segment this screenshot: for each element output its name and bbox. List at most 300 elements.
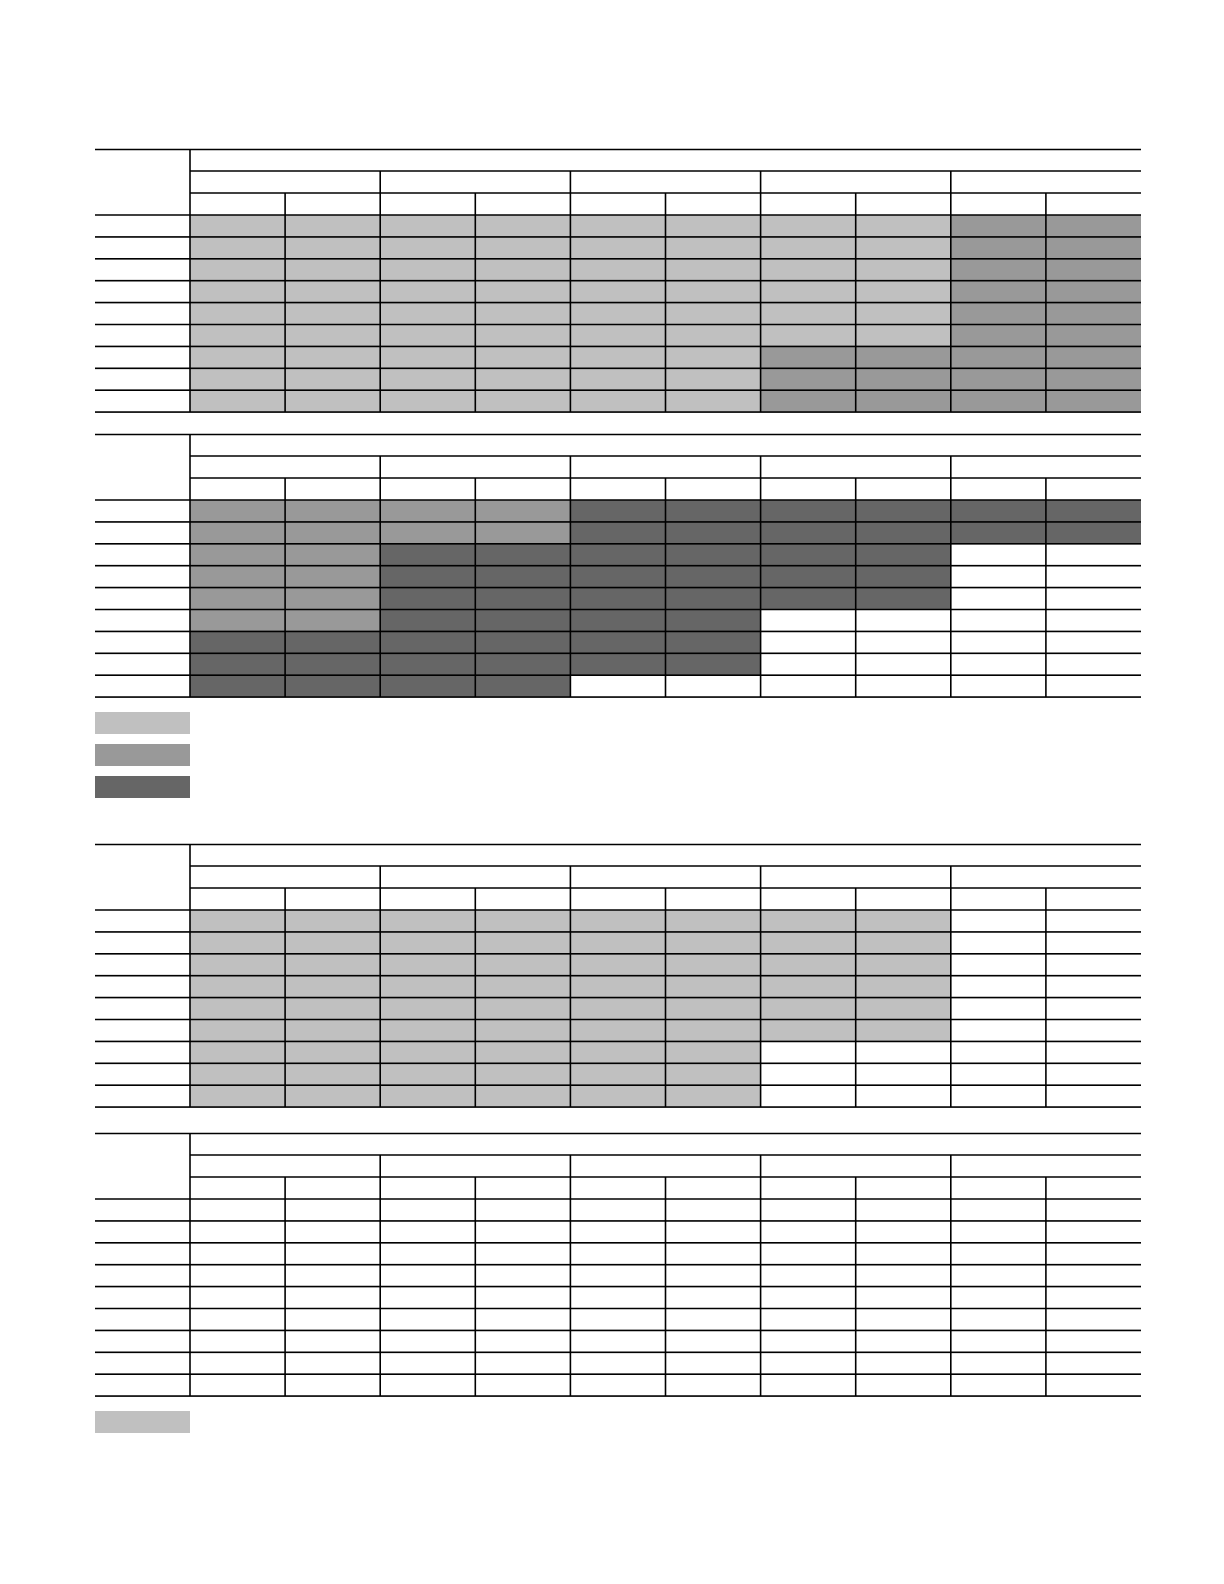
grid-cell [666,1041,761,1063]
grid-cell [666,281,761,303]
grid-cell [761,1352,856,1374]
grid-cell [1046,259,1141,281]
grid-table-2 [95,434,1141,697]
grid-cell [190,390,285,412]
grid-cell [666,1374,761,1396]
grid-cell [475,1020,570,1042]
grid-cell [666,303,761,325]
grid-cell [190,588,285,610]
grid-cell [190,1330,285,1352]
grid-cell [856,610,951,632]
grid-cell [951,1063,1046,1085]
grid-cell [1046,954,1141,976]
grid-cell [951,544,1046,566]
grid-cell [1046,522,1141,544]
grid-cell [570,346,665,368]
grid-cell [285,500,380,522]
grid-cell [570,522,665,544]
grid-cell [761,1330,856,1352]
grid-cell [1046,281,1141,303]
grid-cell [951,1287,1046,1309]
grid-cell [666,522,761,544]
grid-cell [475,1041,570,1063]
grid-cell [285,544,380,566]
grid-cell [285,631,380,653]
grid-cell [951,390,1046,412]
grid-cell [285,1243,380,1265]
grid-cell [856,631,951,653]
grid-cell [856,566,951,588]
grid-cell [761,281,856,303]
grid-cell [380,500,475,522]
grid-cell [1046,566,1141,588]
grid-cell [285,522,380,544]
grid-cell [190,932,285,954]
grid-cell [761,544,856,566]
grid-cell [856,588,951,610]
grid-cell [190,1041,285,1063]
grid-cell [761,237,856,259]
grid-cell [285,1041,380,1063]
grid-cell [856,544,951,566]
grid-cell [666,1063,761,1085]
grid-cell [380,653,475,675]
grid-cell [190,1309,285,1331]
grid-cell [856,1020,951,1042]
grid-cell [380,281,475,303]
grid-cell [856,215,951,237]
grid-cell [475,1085,570,1107]
grid-cell [1046,1265,1141,1287]
legend-swatch-medium [95,744,190,766]
grid-cell [951,346,1046,368]
grid-cell [570,1374,665,1396]
grid-cell [380,1265,475,1287]
grid-cell [570,1330,665,1352]
grid-cell [285,215,380,237]
grid-cell [1046,610,1141,632]
grid-cell [475,303,570,325]
grid-cell [761,522,856,544]
grid-cell [570,303,665,325]
grid-cell [380,1287,475,1309]
grid-cell [190,653,285,675]
grid-cell [570,325,665,347]
grid-cell [285,237,380,259]
grid-cell [951,368,1046,390]
grid-cell [666,1287,761,1309]
grid-cell [285,281,380,303]
grid-cell [666,1085,761,1107]
grid-cell [570,998,665,1020]
grid-cell [380,1330,475,1352]
grid-cell [951,237,1046,259]
grid-cell [380,522,475,544]
grid-cell [666,675,761,697]
grid-cell [856,259,951,281]
grid-table-2-svg [95,434,1141,697]
grid-cell [570,588,665,610]
grid-cell [190,610,285,632]
grid-cell [761,566,856,588]
grid-cell [761,259,856,281]
grid-cell [1046,390,1141,412]
grid-cell [761,932,856,954]
grid-cell [856,1374,951,1396]
grid-cell [856,675,951,697]
grid-cell [1046,653,1141,675]
grid-cell [190,1287,285,1309]
grid-cell [475,281,570,303]
grid-cell [380,544,475,566]
grid-cell [380,910,475,932]
grid-cell [475,1243,570,1265]
grid-cell [570,215,665,237]
grid-cell [570,1020,665,1042]
grid-cell [570,1085,665,1107]
grid-cell [856,522,951,544]
grid-cell [761,976,856,998]
grid-cell [1046,1330,1141,1352]
grid-cell [761,303,856,325]
grid-table-4 [95,1133,1141,1396]
grid-cell [570,1352,665,1374]
grid-cell [856,500,951,522]
grid-cell [190,1221,285,1243]
grid-cell [190,544,285,566]
grid-cell [380,566,475,588]
grid-cell [380,1243,475,1265]
grid-cell [380,1221,475,1243]
grid-cell [285,1020,380,1042]
grid-cell [285,1199,380,1221]
grid-cell [285,1352,380,1374]
grid-cell [951,631,1046,653]
grid-cell [761,325,856,347]
grid-cell [951,1199,1046,1221]
grid-cell [666,1243,761,1265]
grid-cell [380,346,475,368]
grid-cell [570,1041,665,1063]
grid-cell [761,1265,856,1287]
grid-cell [951,910,1046,932]
grid-cell [761,1199,856,1221]
grid-cell [951,1374,1046,1396]
grid-cell [951,1041,1046,1063]
grid-cell [190,1199,285,1221]
grid-cell [190,1374,285,1396]
grid-cell [190,1352,285,1374]
grid-cell [475,1309,570,1331]
grid-cell [475,1265,570,1287]
grid-cell [951,1330,1046,1352]
grid-cell [856,998,951,1020]
grid-cell [475,1199,570,1221]
grid-cell [761,631,856,653]
grid-cell [570,954,665,976]
grid-cell [475,368,570,390]
grid-cell [475,237,570,259]
grid-cell [1046,544,1141,566]
grid-cell [570,281,665,303]
grid-cell [856,954,951,976]
grid-cell [570,1063,665,1085]
grid-cell [1046,215,1141,237]
grid-cell [666,325,761,347]
grid-cell [285,610,380,632]
grid-cell [285,1330,380,1352]
grid-cell [285,1309,380,1331]
grid-cell [475,1374,570,1396]
grid-cell [856,390,951,412]
grid-cell [475,675,570,697]
grid-cell [1046,1287,1141,1309]
grid-cell [951,954,1046,976]
grid-cell [666,954,761,976]
grid-cell [475,610,570,632]
grid-cell [190,1020,285,1042]
grid-cell [380,675,475,697]
grid-cell [285,1374,380,1396]
grid-cell [1046,1085,1141,1107]
grid-cell [1046,500,1141,522]
grid-cell [951,259,1046,281]
grid-cell [951,653,1046,675]
grid-cell [951,215,1046,237]
grid-cell [190,346,285,368]
legend-swatch-dark [95,776,190,798]
grid-cell [570,976,665,998]
grid-cell [475,390,570,412]
grid-cell [856,1063,951,1085]
grid-cell [1046,237,1141,259]
grid-cell [380,303,475,325]
grid-cell [951,675,1046,697]
grid-cell [190,976,285,998]
grid-cell [475,1063,570,1085]
grid-cell [951,1243,1046,1265]
grid-cell [666,215,761,237]
grid-cell [856,303,951,325]
grid-cell [1046,910,1141,932]
grid-cell [570,1287,665,1309]
grid-cell [761,1309,856,1331]
grid-cell [190,910,285,932]
grid-cell [761,998,856,1020]
grid-cell [1046,1199,1141,1221]
grid-cell [856,346,951,368]
grid-cell [951,1221,1046,1243]
grid-cell [285,954,380,976]
grid-cell [666,1330,761,1352]
grid-cell [285,303,380,325]
grid-cell [190,1063,285,1085]
grid-cell [475,932,570,954]
grid-cell [666,544,761,566]
grid-cell [190,368,285,390]
grid-cell [1046,675,1141,697]
grid-cell [190,215,285,237]
grid-cell [285,368,380,390]
grid-cell [761,1063,856,1085]
grid-cell [380,1352,475,1374]
grid-cell [856,1330,951,1352]
grid-cell [1046,976,1141,998]
grid-cell [666,1199,761,1221]
grid-cell [190,998,285,1020]
grid-cell [951,500,1046,522]
grid-cell [475,215,570,237]
grid-cell [475,325,570,347]
grid-cell [856,910,951,932]
grid-cell [190,303,285,325]
legend-swatch-lower-light [95,1411,190,1433]
grid-cell [761,1243,856,1265]
grid-cell [285,325,380,347]
grid-cell [666,390,761,412]
grid-cell [380,1063,475,1085]
grid-cell [475,588,570,610]
grid-cell [666,1309,761,1331]
grid-cell [285,675,380,697]
grid-cell [761,368,856,390]
legend-swatch-light [95,712,190,734]
grid-cell [190,1085,285,1107]
grid-cell [190,281,285,303]
grid-cell [951,588,1046,610]
grid-cell [285,910,380,932]
grid-cell [1046,1352,1141,1374]
grid-cell [380,976,475,998]
grid-cell [380,259,475,281]
grid-table-1-svg [95,149,1141,412]
grid-cell [856,653,951,675]
grid-cell [475,346,570,368]
grid-cell [190,1265,285,1287]
grid-cell [570,237,665,259]
grid-cell [951,325,1046,347]
grid-cell [1046,1221,1141,1243]
grid-cell [856,1221,951,1243]
grid-cell [951,1352,1046,1374]
grid-cell [856,932,951,954]
grid-cell [856,281,951,303]
grid-cell [951,566,1046,588]
grid-cell [190,500,285,522]
grid-cell [666,500,761,522]
grid-cell [475,1352,570,1374]
grid-cell [761,1085,856,1107]
grid-cell [570,566,665,588]
grid-cell [761,1221,856,1243]
grid-cell [666,368,761,390]
grid-cell [190,237,285,259]
grid-cell [190,259,285,281]
grid-cell [666,932,761,954]
grid-cell [951,1085,1046,1107]
grid-cell [951,303,1046,325]
grid-cell [1046,1309,1141,1331]
grid-cell [380,1199,475,1221]
grid-cell [761,653,856,675]
grid-cell [285,588,380,610]
grid-cell [951,281,1046,303]
grid-cell [285,932,380,954]
grid-cell [951,610,1046,632]
grid-cell [475,976,570,998]
grid-cell [475,998,570,1020]
grid-cell [856,1352,951,1374]
grid-cell [380,1309,475,1331]
grid-cell [570,1309,665,1331]
grid-cell [761,675,856,697]
grid-cell [285,259,380,281]
grid-cell [380,932,475,954]
grid-cell [570,544,665,566]
grid-cell [1046,346,1141,368]
grid-cell [1046,1243,1141,1265]
grid-cell [570,910,665,932]
grid-cell [856,1085,951,1107]
grid-cell [570,675,665,697]
grid-cell [475,1221,570,1243]
grid-cell [285,390,380,412]
grid-table-1 [95,149,1141,412]
grid-cell [951,1020,1046,1042]
grid-cell [380,1020,475,1042]
grid-cell [761,346,856,368]
grid-cell [570,390,665,412]
grid-cell [570,1243,665,1265]
grid-cell [570,259,665,281]
grid-cell [666,1265,761,1287]
grid-cell [761,588,856,610]
grid-cell [761,610,856,632]
grid-cell [285,1221,380,1243]
grid-cell [570,368,665,390]
grid-cell [570,610,665,632]
grid-cell [475,1330,570,1352]
grid-cell [190,631,285,653]
grid-cell [1046,303,1141,325]
grid-cell [1046,1374,1141,1396]
grid-cell [380,954,475,976]
grid-cell [380,1041,475,1063]
grid-cell [761,1287,856,1309]
grid-cell [380,610,475,632]
grid-cell [666,910,761,932]
grid-cell [761,954,856,976]
grid-cell [1046,368,1141,390]
grid-cell [761,1020,856,1042]
grid-cell [285,1287,380,1309]
grid-cell [475,653,570,675]
grid-cell [475,522,570,544]
grid-cell [475,954,570,976]
grid-cell [570,500,665,522]
grid-cell [380,215,475,237]
grid-cell [666,1221,761,1243]
grid-cell [285,976,380,998]
grid-cell [285,998,380,1020]
grid-cell [856,368,951,390]
grid-cell [1046,588,1141,610]
grid-cell [570,1199,665,1221]
grid-cell [475,631,570,653]
grid-cell [190,325,285,347]
grid-table-4-svg [95,1133,1141,1396]
grid-cell [380,325,475,347]
